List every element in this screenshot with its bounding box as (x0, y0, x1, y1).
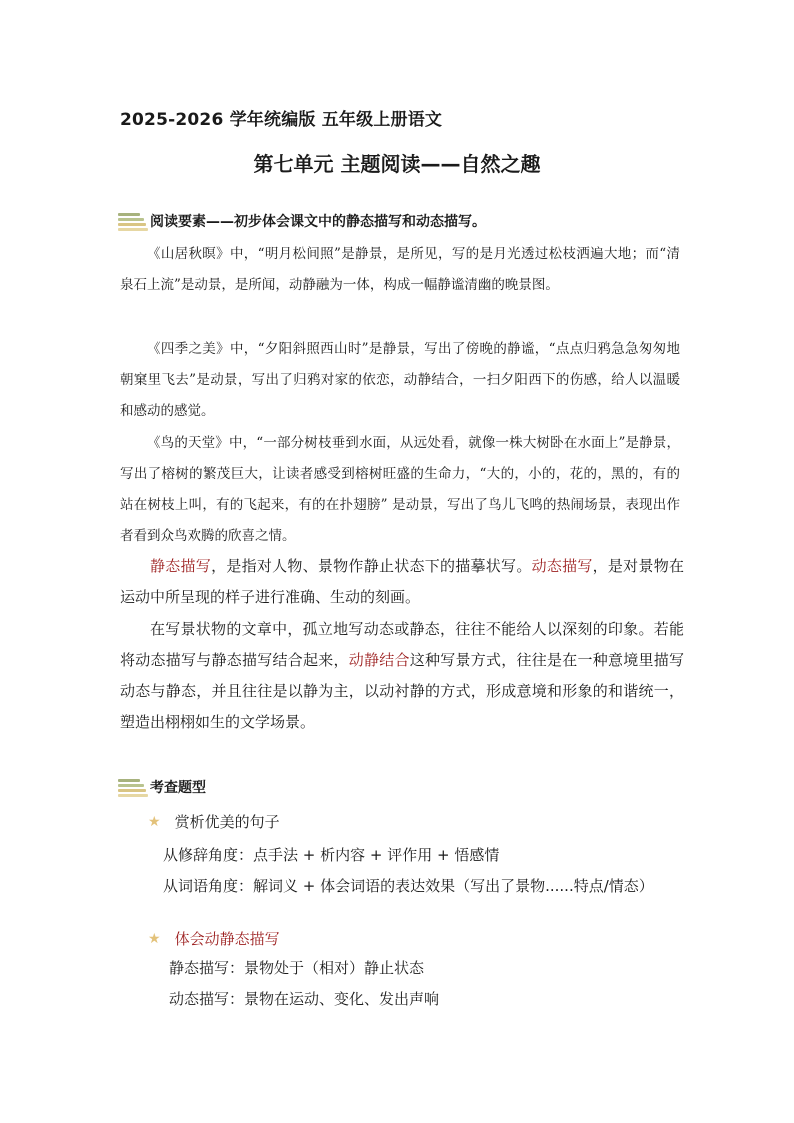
question-type-sentence (148, 811, 280, 832)
document-title: 第七单元 主题阅读——自然之趣 (253, 152, 541, 176)
paragraph-shanju: 《山居秋暝》中，“明月松间照”是静景，是所见，写的是月光透过松枝洒遍大地；而“清泉石上流”是动景，是所闻，动静融为一体，构成一幅静谧清幽的晚景图。 (120, 246, 680, 293)
stacked-bars-icon (118, 210, 148, 232)
definition-static: ，是指对人物、景物作静止状态下的描摹状写。 (211, 557, 532, 575)
section-heading: 阅读要素——初步体会课文中的静态描写和动态描写。 (150, 214, 486, 230)
term-combination: 动静结合 (348, 651, 410, 669)
question-type-title: 赏析优美的句子 (174, 813, 280, 831)
combination-text-b: 这种写景方式，往往是在一种意境里描写动态与静态，并且往往是以静为主，以动衬静的方式，形成意境和形象的和谐统一，塑造出栩栩如生的文学场景。 (120, 651, 684, 731)
star-icon: ★ (148, 930, 161, 947)
document-header: 2025-2026 学年统编版 五年级上册语文 (120, 110, 443, 130)
paragraph-combination (120, 614, 684, 738)
question-type-description (148, 928, 280, 949)
definition-dynamic: ，是对景物在运动中所呈现的样子进行准确、生动的刻画。 (120, 557, 684, 606)
section-reading-elements (118, 210, 486, 232)
word-angle-line: 从词语角度：解词义 + 体会词语的表达效果（写出了景物......特点/情态） (163, 877, 654, 895)
star-icon: ★ (148, 813, 161, 830)
question-type-title: 体会动静态描写 (174, 930, 280, 948)
term-static: 静态描写 (150, 557, 212, 575)
paragraph-sijizhimei: 《四季之美》中，“夕阳斜照西山时”是静景，写出了傍晚的静谧，“点点归鸦急急匆匆地朝窠里飞去”是动景，写出了归鸦对家的依恋，动静结合，一扫夕阳西下的伤感，给人以温暖和感动的感觉。 (120, 341, 680, 419)
section-question-types (118, 776, 206, 798)
section-heading: 考查题型 (150, 780, 206, 796)
stacked-bars-icon (118, 776, 148, 798)
term-dynamic: 动态描写 (531, 557, 593, 575)
paragraph-niaodetiantang: 《鸟的天堂》中，“一部分树枝垂到水面，从远处看，就像一株大树卧在水面上”是静景，写出了榕树的繁茂巨大，让读者感受到榕树旺盛的生命力，“大的，小的，花的，黑的，有的站在树枝上叫，有的飞起来，有的在扑翅膀” 是动景，写出了鸟儿飞鸣的热闹场景，表现出作者看到众鸟欢腾的欣喜之情。 (120, 435, 680, 544)
static-description-line: 静态描写：景物处于（相对）静止状态 (169, 959, 425, 977)
rhetoric-angle-line: 从修辞角度：点手法 + 析内容 + 评作用 + 悟感情 (163, 846, 500, 864)
paragraph-definitions (120, 551, 684, 613)
combination-text-a: 在写景状物的文章中，孤立地写动态或静态，往往不能给人以深刻的印象。若能将动态描写与静态描写结合起来， (120, 620, 684, 669)
dynamic-description-line: 动态描写：景物在运动、变化、发出声响 (169, 990, 440, 1008)
